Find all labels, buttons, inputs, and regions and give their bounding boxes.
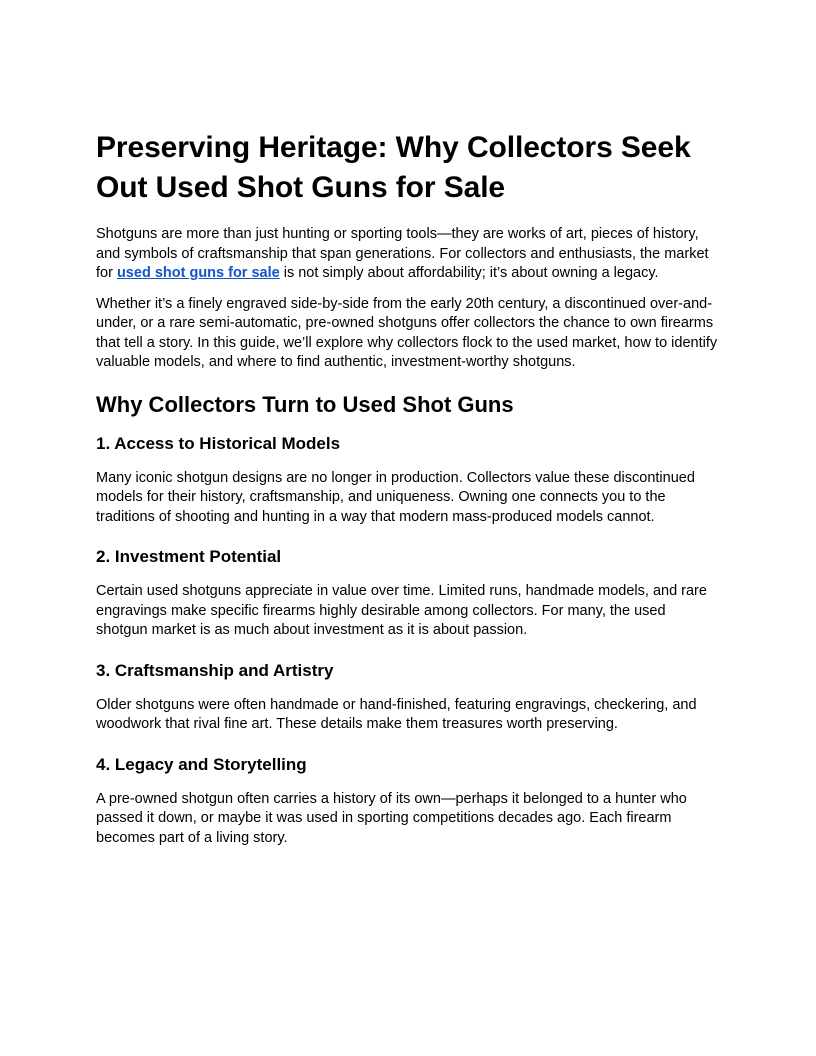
section-heading: Why Collectors Turn to Used Shot Guns	[96, 391, 514, 417]
document-page	[96, 128, 720, 859]
intro-paragraph-1	[96, 225, 720, 284]
used-shot-guns-link[interactable]: used shot guns for sale	[116, 265, 280, 281]
intro-text-after-link: is not simply about affordability; it’s about owning a legacy.	[279, 265, 659, 281]
subsection-heading-1: 1. Access to Historical Models	[96, 433, 341, 453]
subsection-heading-3: 3. Craftsmanship and Artistry	[96, 660, 334, 680]
subsection-body-1: Many iconic shotgun designs are no longer in production. Collectors value these discontinued models for their history, craftsmanship, and uniqueness. Owning one connects you to the traditions of shooting and hunting in a way that modern mass-produced models cannot.	[96, 469, 695, 525]
document-title: Preserving Heritage: Why Collectors Seek Out Used Shot Guns for Sale	[96, 131, 691, 204]
subsection-body-3: Older shotguns were often handmade or hand-finished, featuring engravings, checkering, and woodwork that rival fine art. These details make them treasures worth preserving.	[96, 696, 697, 732]
subsection-heading-2: 2. Investment Potential	[96, 547, 282, 566]
intro-paragraph-2: Whether it’s a finely engraved side-by-side from the early 20th century, a discontinued over-and-under, or a rare semi-automatic, pre-owned shotguns offer collectors the chance to own firearms that tell a story. In this guide, we’ll explore why collectors flock to the used market, how to identify valuable models, and where to find authentic, investment-worthy shotguns.	[96, 295, 718, 370]
intro-text-before-link: Shotguns are more than just hunting or sporting tools—they are works of art, pieces of history, and symbols of craftsmanship that span generations. For collectors and enthusiasts, the market for	[96, 226, 709, 281]
subsection-body-4: A pre-owned shotgun often carries a history of its own—perhaps it belonged to a hunter who passed it down, or maybe it was used in sporting competitions decades ago. Each firearm becomes part of a living story.	[96, 790, 687, 846]
subsection-body-2: Certain used shotguns appreciate in value over time. Limited runs, handmade models, and rare engravings make specific firearms highly desirable among collectors. For many, the used shotgun market is as much about investment as it is about passion.	[96, 583, 707, 638]
subsection-heading-4: 4. Legacy and Storytelling	[96, 754, 307, 774]
